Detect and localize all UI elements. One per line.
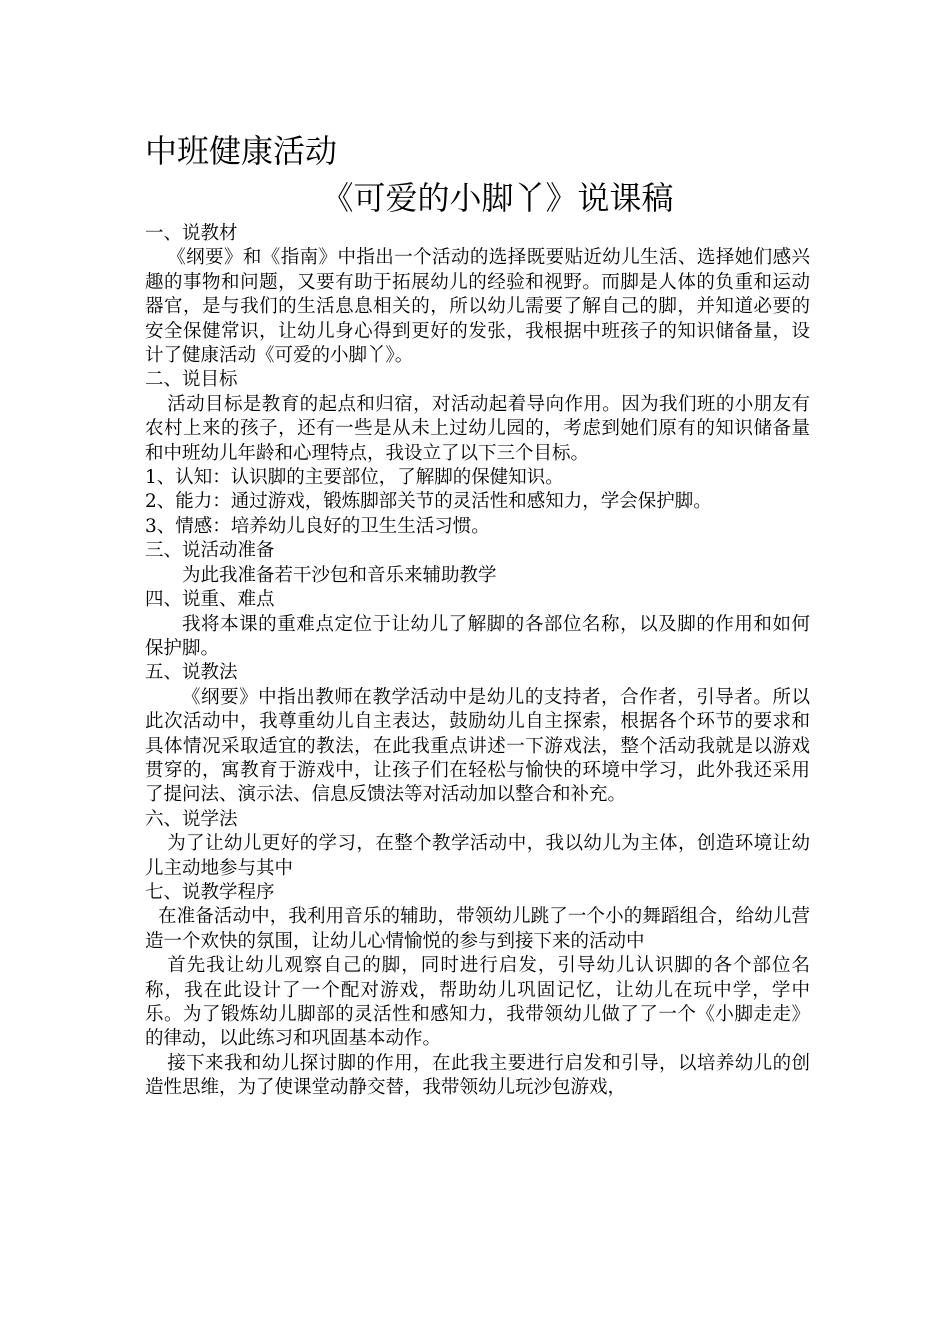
section-heading-textbook: 一、说教材: [145, 223, 238, 244]
goal-item-ability: 2、能力：通过游戏，锻炼脚部关节的灵活性和感知力，学会保护脚。: [145, 491, 712, 513]
section-heading-procedure: 七、说教学程序: [145, 881, 275, 903]
paragraph-procedure-2: 首先我让幼儿观察自己的脚，同时进行启发，引导幼儿认识脚的各个部位名称，我在此设计了一个配对游戏，帮助幼儿巩固记忆，让幼儿在玩中学，学中乐。为了锻炼幼儿脚部的灵活性和感知力，我带领幼儿做了了一个《小脚走走》的律动，以此练习和巩固基本动作。: [145, 955, 810, 1050]
paragraph-teaching-methods: 《纲要》中指出教师在教学活动中是幼儿的支持者，合作者，引导者。所以此次活动中，我尊重幼儿自主表达，鼓励幼儿自主探索，根据各个环节的要求和具体情况采取适宜的教法，在此我重点讲述一下游戏法，整个活动我就是以游戏贯穿的，寓教育于游戏中，让孩子们在轻松与愉快的环境中学习，此外我还采用了提问法、演示法、信息反馈法等对活动加以整合和补充。: [145, 686, 810, 806]
section-heading-goals: 二、说目标: [145, 369, 238, 391]
paragraph-goals: 活动目标是教育的起点和归宿，对活动起着导向作用。因为我们班的小朋友有农村上来的孩子，还有一些是从未上过幼儿园的，考虑到她们原有的知识储备量和中班幼儿年龄和心理特点，我设立了以下三个目标。: [145, 393, 810, 464]
paragraph-procedure-3: 接下来我和幼儿探讨脚的作用，在此我主要进行启发和引导，以培养幼儿的创造性思维，为了使课堂动静交替，我带领幼儿玩沙包游戏，: [145, 1052, 810, 1099]
section-heading-learning-methods: 六、说学法: [145, 808, 238, 830]
section-heading-key-points: 四、说重、难点: [145, 589, 275, 611]
document-body: [145, 128, 810, 1101]
section-heading-preparation: 三、说活动准备: [145, 540, 275, 562]
paragraph-textbook: 《纲要》和《指南》中指出一个活动的选择既要贴近幼儿生活、选择她们感兴趣的事物和问题，又要有助于拓展幼儿的经验和视野。而脚是人体的负重和运动器官，是与我们的生活息息相关的，所以幼儿需要了解自己的脚，并知道必要的安全保健常识，让幼儿身心得到更好的发张，我根据中班孩子的知识储备量，设计了健康活动《可爱的小脚丫》。: [145, 247, 810, 367]
title-line-1: 中班健康活动: [145, 132, 338, 170]
goal-item-emotion: 3、情感：培养幼儿良好的卫生生活习惯。: [145, 515, 490, 537]
title-line-2: 《可爱的小脚丫》说课稿: [321, 179, 674, 217]
paragraph-procedure-1: 在准备活动中，我利用音乐的辅助，带领幼儿跳了一个小的舞蹈组合，给幼儿营造一个欢快的氛围，让幼儿心情愉悦的参与到接下来的活动中: [145, 906, 810, 952]
section-heading-teaching-methods: 五、说教法: [145, 662, 238, 684]
goal-item-cognition: 1、认知：认识脚的主要部位，了解脚的保健知识。: [145, 467, 564, 489]
paragraph-key-points: 我将本课的重难点定位于让幼儿了解脚的各部位名称，以及脚的作用和如何保护脚。: [145, 613, 810, 659]
paragraph-preparation: 为此我准备若干沙包和音乐来辅助教学: [182, 564, 497, 586]
paragraph-learning-methods: 为了让幼儿更好的学习，在整个教学活动中，我以幼儿为主体，创造环境让幼儿主动地参与其中: [145, 833, 810, 879]
